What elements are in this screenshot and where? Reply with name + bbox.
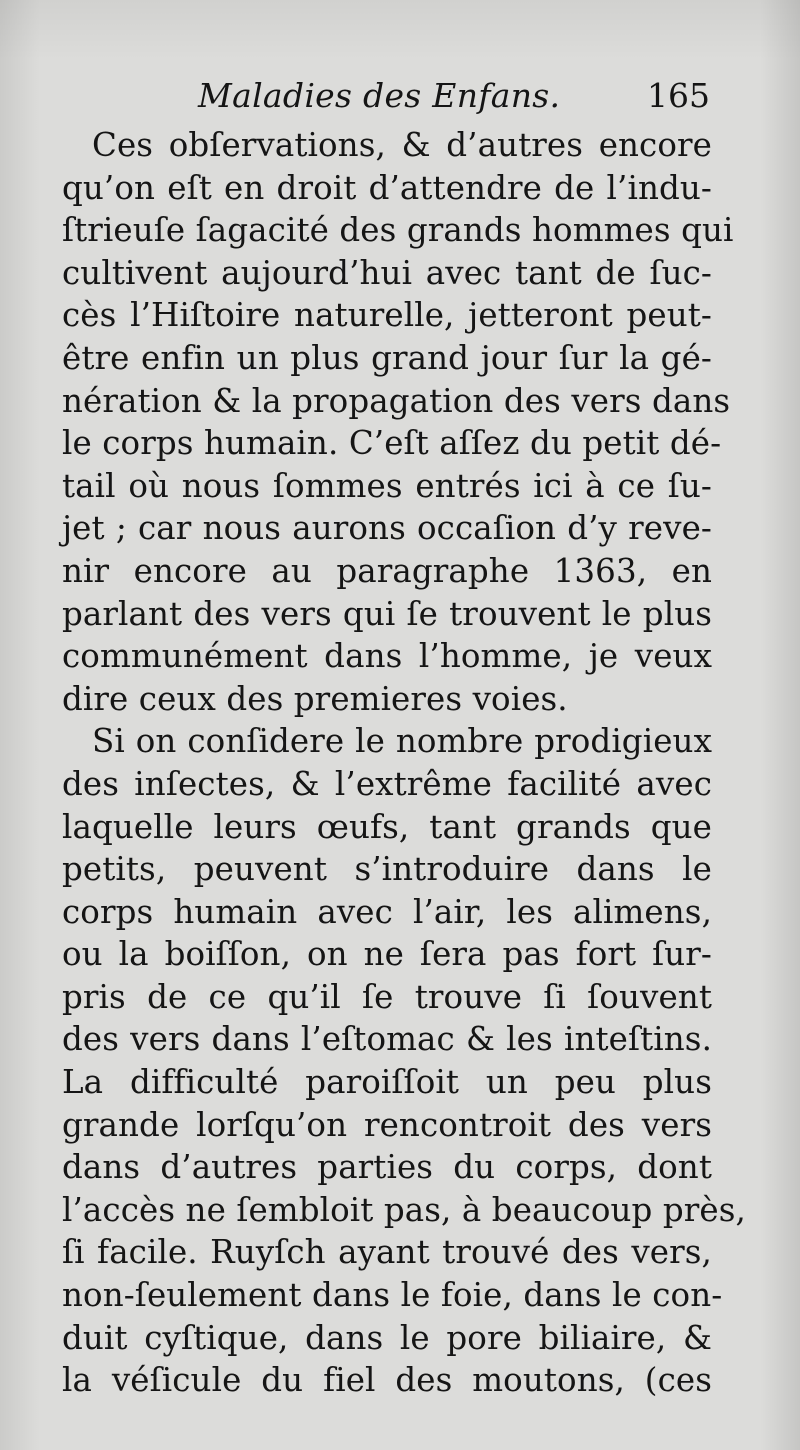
text-line: la véſicule du fiel des moutons, (ces [62, 1361, 712, 1400]
text-line: non-ſeulement dans le foie, dans le con- [62, 1276, 723, 1315]
text-line: tail où nous ſommes entrés ici à ce ſu- [62, 466, 712, 505]
text-line: qu’on eſt en droit d’attendre de l’indu- [62, 168, 712, 207]
running-title: Maladies des Enfans. [198, 76, 561, 115]
text-line: pris de ce qu’il ſe trouve ſi ſouvent [62, 977, 712, 1016]
text-line: laquelle leurs œufs, tant grands que [62, 807, 712, 846]
text-line: ou la boiſſon, on ne ſera pas fort ſur- [62, 935, 712, 974]
text-line: le corps humain. C’eſt aſſez du petit dé- [62, 424, 722, 463]
page-number: 165 [647, 76, 710, 115]
text-line: dire ceux des premieres voies. [62, 679, 568, 718]
paragraph-2 [62, 720, 746, 1402]
page-header [60, 72, 710, 122]
text-line: communément dans l’homme, je veux [62, 637, 712, 676]
text-line: ſi facile. Ruyſch ayant trouvé des vers, [62, 1233, 712, 1272]
text-line: l’accès ne ſembloit pas, à beaucoup près, [62, 1190, 746, 1229]
text-line: duit cyſtique, dans le pore biliaire, & [62, 1318, 712, 1357]
text-line: corps humain avec l’air, les alimens, [62, 892, 712, 931]
text-line: Ces obſervations, & d’autres encore [92, 126, 712, 164]
text-line: nération & la propagation des vers dans [62, 381, 731, 420]
text-line: des vers dans l’eſtomac & les inteſtins. [62, 1020, 712, 1059]
text-line: cultivent aujourd’hui avec tant de ſuc- [62, 253, 712, 292]
text-line: dans d’autres parties du corps, dont [62, 1148, 712, 1187]
text-line: être enfin un plus grand jour ſur la gé- [62, 338, 712, 377]
text-line: ſtrieuſe ſagacité des grands hommes qui [62, 211, 734, 250]
text-line: nir encore au paragraphe 1363, en [62, 551, 712, 590]
text-line: des inſectes, & l’extrême facilité avec [62, 764, 712, 803]
paragraph-1 [62, 124, 734, 720]
text-line: Si on conſidere le nombre prodigieux [92, 722, 712, 761]
text-line: petits, peuvent s’introduire dans le [62, 850, 712, 889]
text-line: jet ; car nous aurons occaſion d’y reve- [62, 509, 712, 548]
text-line: cès l’Hiſtoire naturelle, jetteront peut- [62, 296, 712, 335]
text-line: La difficulté paroiſſoit un peu plus [62, 1063, 712, 1102]
text-line: grande lorſqu’on rencontroit des vers [62, 1105, 712, 1144]
body-text [62, 124, 746, 1402]
text-line: parlant des vers qui ſe trouvent le plus [62, 594, 712, 633]
